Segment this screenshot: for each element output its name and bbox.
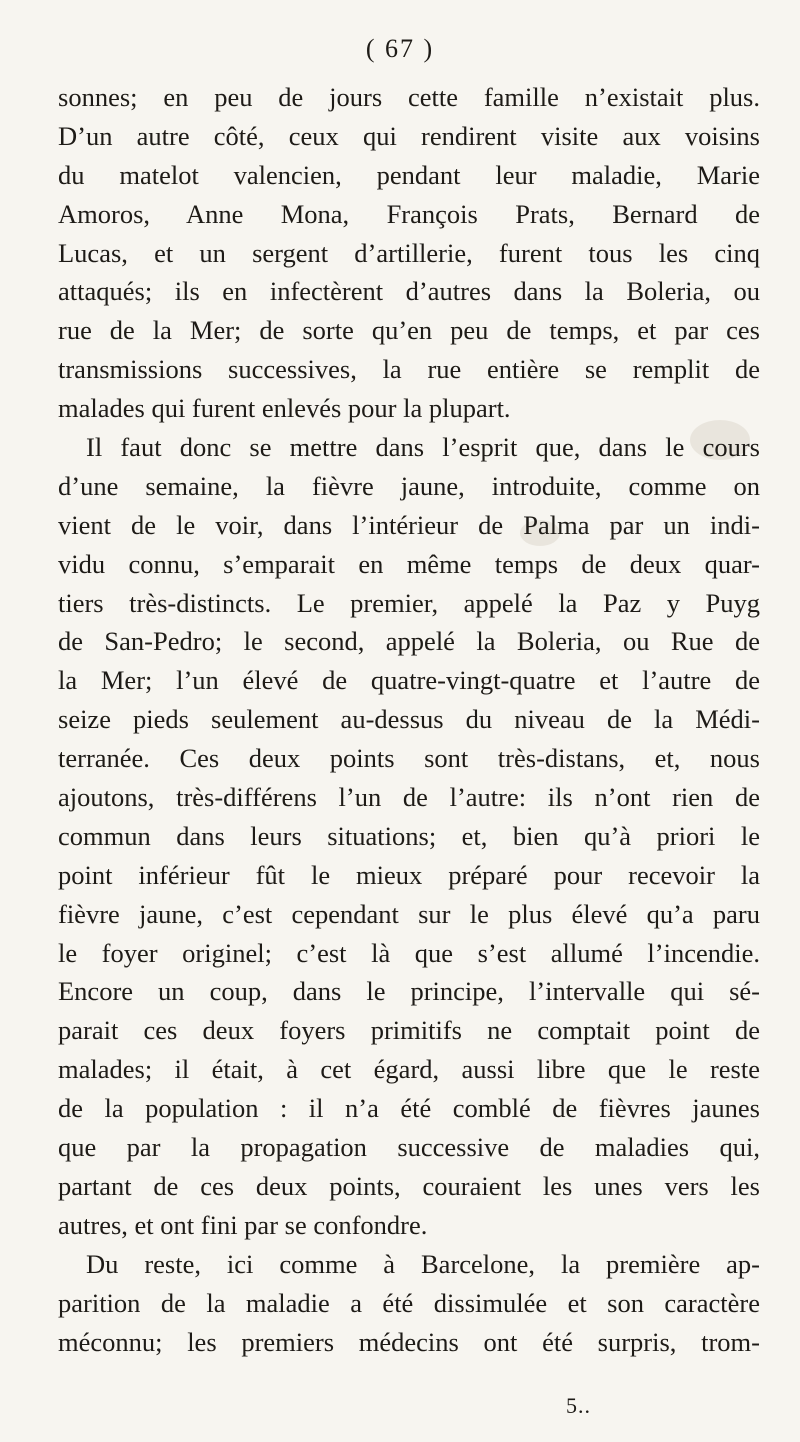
text-line: malades; il était, à cet égard, aussi libre que le reste <box>58 1054 760 1085</box>
text-line: point inférieur fût le mieux préparé pour recevoir la <box>58 859 760 890</box>
text-line: Du reste, ici comme à Barcelone, la première ap- <box>86 1248 760 1279</box>
text-line: vient de le voir, dans l’intérieur de Palma par un indi- <box>58 509 760 540</box>
text-line: méconnu; les premiers médecins ont été surpris, trom- <box>58 1326 760 1357</box>
text-line: Encore un coup, dans le principe, l’intervalle qui sé- <box>58 976 760 1007</box>
text-line: le foyer originel; c’est là que s’est allumé l’incendie. <box>58 937 760 968</box>
text-line: du matelot valencien, pendant leur maladie, Marie <box>58 159 760 190</box>
text-line: attaqués; ils en infectèrent d’autres dans la Boleria, ou <box>58 276 760 307</box>
text-line: parait ces deux foyers primitifs ne comptait point de <box>58 1015 760 1046</box>
text-line: Amoros, Anne Mona, François Prats, Bernard de <box>58 198 760 229</box>
text-line: malades qui furent enlevés pour la plupart. <box>58 393 511 424</box>
text-line: la Mer; l’un élevé de quatre-vingt-quatre et l’autre de <box>58 665 760 696</box>
text-line: tiers très-distincts. Le premier, appelé la Paz y Puyg <box>58 587 760 618</box>
text-line: que par la propagation successive de maladies qui, <box>58 1132 760 1163</box>
text-line: vidu connu, s’emparait en même temps de deux quar- <box>58 548 760 579</box>
text-line: seize pieds seulement au-dessus du niveau de la Médi- <box>58 704 760 735</box>
text-line: commun dans leurs situations; et, bien qu’à priori le <box>58 820 760 851</box>
text-line: Il faut donc se mettre dans l’esprit que, dans le cours <box>86 432 760 463</box>
text-line: transmissions successives, la rue entière se remplit de <box>58 354 760 385</box>
text-line: terranée. Ces deux points sont très-distans, et, nous <box>58 743 760 774</box>
text-line: partant de ces deux points, couraient les unes vers les <box>58 1170 760 1201</box>
text-line: rue de la Mer; de sorte qu’en peu de temps, et par ces <box>58 315 760 346</box>
text-line: autres, et ont fini par se confondre. <box>58 1209 428 1240</box>
text-line: D’un autre côté, ceux qui rendirent visite aux voisins <box>58 120 760 151</box>
text-line: de San-Pedro; le second, appelé la Boleria, ou Rue de <box>58 626 760 657</box>
text-line: d’une semaine, la fièvre jaune, introduite, comme on <box>58 470 760 501</box>
text-line: fièvre jaune, c’est cependant sur le plus élevé qu’a paru <box>58 898 760 929</box>
text-line: Lucas, et un sergent d’artillerie, furent tous les cinq <box>58 237 760 268</box>
text-line: parition de la maladie a été dissimulée et son caractère <box>58 1287 760 1318</box>
text-line: ajoutons, très-différens l’un de l’autre: ils n’ont rien de <box>58 782 760 813</box>
text-line: sonnes; en peu de jours cette famille n’existait plus. <box>58 82 760 112</box>
page-number: ( 67 ) <box>365 34 435 63</box>
text-line: de la population : il n’a été comblé de fièvres jaunes <box>58 1093 760 1124</box>
printer-signature-mark: 5.. <box>566 1393 591 1418</box>
body-text <box>58 78 760 1361</box>
